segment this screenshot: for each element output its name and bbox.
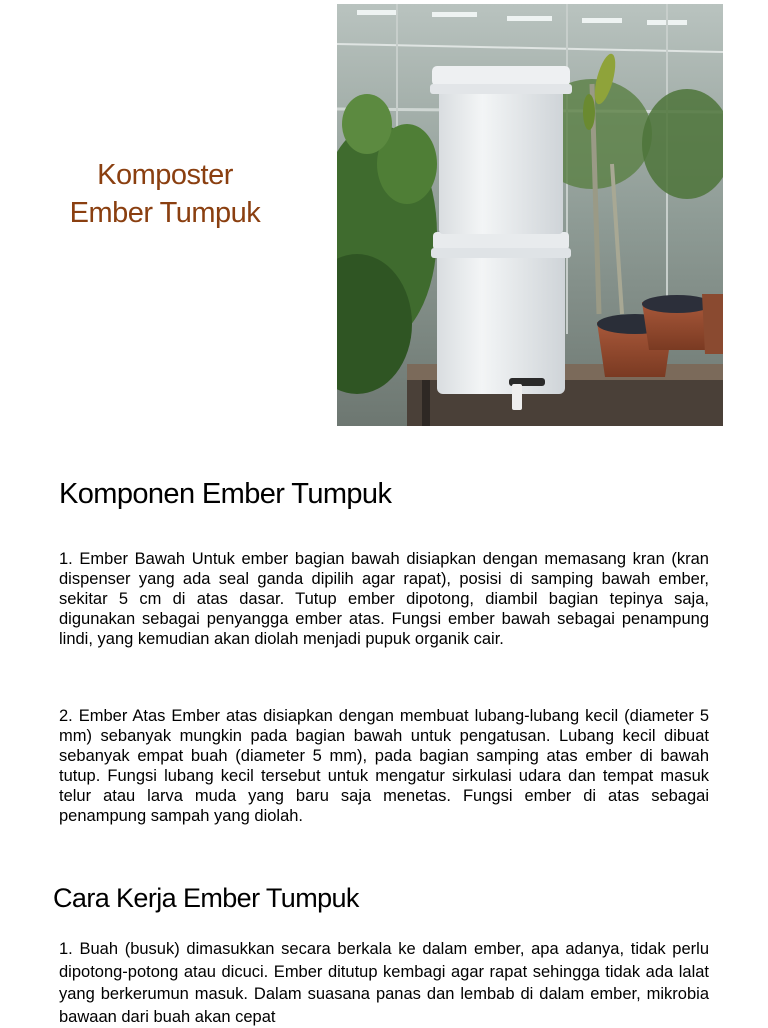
- title-line-2: Ember Tumpuk: [69, 197, 261, 229]
- document-title: [40, 156, 290, 232]
- section1-paragraph-2: 2. Ember Atas Ember atas disiapkan dengan membuat lubang-lubang kecil (diameter 5 mm) sebanyak mungkin pada bagian bawah untuk pengatusan. Lubang kecil dibuat sebanyak empat buah (diameter 5 mm), pada bagian samping atas ember di bawah tutup. Fungsi lubang kecil tersebut untuk mengatur sirkulasi udara dan tempat masuk telur atau larva muda yang baru saja menetas. Fungsi ember di atas sebagai penampung sampah yang diolah.: [59, 707, 709, 825]
- section1-paragraph-1: 1. Ember Bawah Untuk ember bagian bawah disiapkan dengan memasang kran (kran dispenser yang ada seal ganda dipilih agar rapat), posisi di samping bawah ember, sekitar 5 cm di atas dasar. Tutup ember dipotong, diambil bagian tepinya saja, digunakan sebagai penyangga ember atas. Fungsi ember bawah sebagai penampung lindi, yang kemudian akan diolah menjadi pupuk organik cair.: [59, 550, 709, 648]
- title-line-1: Komposter: [97, 159, 233, 191]
- section1-heading: Komponen Ember Tumpuk: [59, 478, 392, 510]
- composter-photo: [337, 4, 723, 426]
- section2-heading: Cara Kerja Ember Tumpuk: [53, 883, 359, 913]
- section2-paragraph-1: 1. Buah (busuk) dimasukkan secara berkala ke dalam ember, apa adanya, tidak perlu dipotong-potong atau dicuci. Ember ditutup kembagi agar rapat sehingga tidak ada lalat yang berkerumun masuk. Dalam suasana panas dan lembab di dalam ember, mikrobia bawaan dari buah akan cepat: [59, 940, 709, 1026]
